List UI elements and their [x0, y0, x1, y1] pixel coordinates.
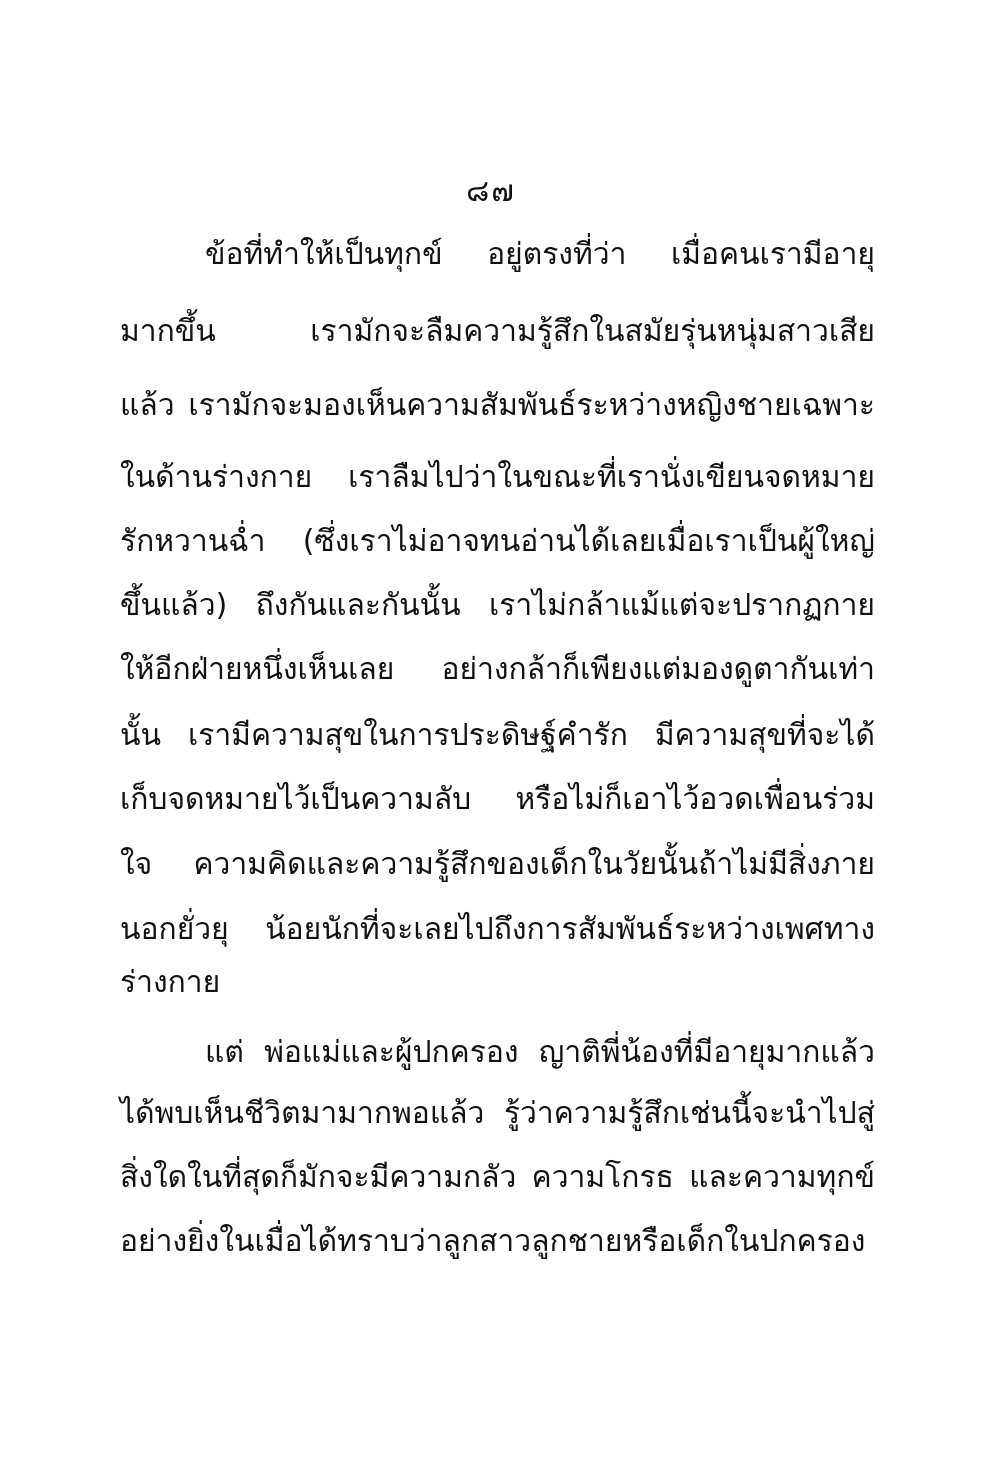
text-line: นั้น เรามีความสุขในการประดิษฐ์คำรัก มีความสุขที่จะได้: [120, 718, 875, 753]
text-line: มากขึ้น เรามักจะลืมความรู้สึกในสมัยรุ่นหนุ่มสาวเสีย: [120, 314, 875, 349]
text-line: ร่างกาย: [120, 965, 221, 1000]
text-line: ขึ้นแล้ว) ถึงกันและกันนั้น เราไม่กล้าแม้แต่จะปรากฏกาย: [120, 588, 875, 623]
text-line: ได้พบเห็นชีวิตมามากพอแล้ว รู้ว่าความรู้สึกเช่นนี้จะนำไปสู่: [120, 1096, 875, 1131]
text-line: ให้อีกฝ่ายหนึ่งเห็นเลย อย่างกล้าก็เพียงแต่มองดูตากันเท่า: [120, 652, 875, 687]
text-line: เก็บจดหมายไว้เป็นความลับ หรือไม่ก็เอาไว้อวดเพื่อนร่วม: [120, 782, 875, 817]
text-line: ในด้านร่างกาย เราลืมไปว่าในขณะที่เรานั่งเขียนจดหมาย: [120, 460, 875, 495]
text-line: แล้ว เรามักจะมองเห็นความสัมพันธ์ระหว่างหญิงชายเฉพาะ: [120, 388, 875, 423]
text-line: อย่างยิ่งในเมื่อได้ทราบว่าลูกสาวลูกชายหรือเด็กในปกครอง: [120, 1224, 866, 1259]
text-line: สิ่งใดในที่สุดก็มักจะมีความกลัว ความโกรธ และความทุกข์: [120, 1160, 875, 1195]
text-line: ข้อที่ทำให้เป็นทุกข์ อยู่ตรงที่ว่า เมื่อคนเรามีอายุ: [205, 237, 875, 272]
text-line: ใจ ความคิดและความรู้สึกของเด็กในวัยนั้นถ้าไม่มีสิ่งภาย: [120, 847, 875, 882]
text-line: รักหวานฉ่ำ (ซึ่งเราไม่อาจทนอ่านได้เลยเมื่อเราเป็นผู้ใหญ่: [120, 524, 875, 559]
text-line: แต่ พ่อแม่และผู้ปกครอง ญาติพี่น้องที่มีอายุมากแล้ว: [205, 1035, 875, 1070]
page-number: ๘๗: [466, 174, 516, 209]
text-line: นอกยั่วยุ น้อยนักที่จะเลยไปถึงการสัมพันธ์ระหว่างเพศทาง: [120, 912, 875, 947]
